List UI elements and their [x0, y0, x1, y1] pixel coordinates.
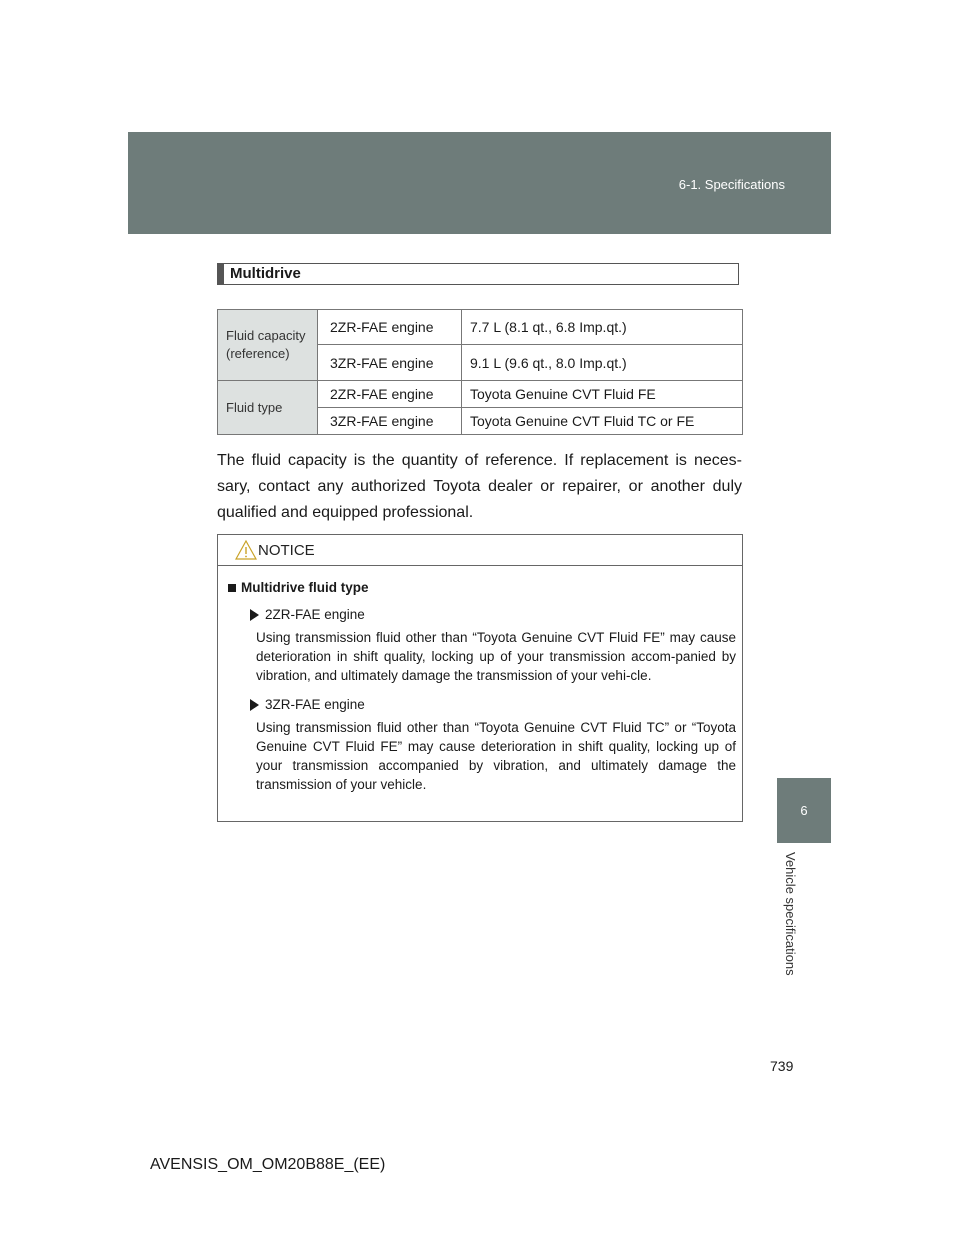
notice-header [218, 535, 742, 566]
item-label: 3ZR-FAE engine [265, 697, 365, 712]
header-section-title: 6-1. Specifications [678, 177, 785, 192]
spec-table [217, 309, 743, 435]
chapter-label [778, 852, 800, 992]
chapter-tab [777, 778, 831, 843]
notice-subhead [228, 578, 736, 597]
fluid-type-label: Fluid type [218, 381, 318, 435]
notice-subhead-text: Multidrive fluid type [241, 580, 369, 595]
engine-cell: 3ZR-FAE engine [318, 408, 462, 435]
engine-cell: 2ZR-FAE engine [318, 381, 462, 408]
item-label: 2ZR-FAE engine [265, 607, 365, 622]
list-item [228, 605, 736, 624]
value-cell: Toyota Genuine CVT Fluid FE [462, 381, 743, 408]
triangle-bullet-icon [250, 699, 259, 711]
notice-box [217, 534, 743, 822]
engine-cell: 2ZR-FAE engine [318, 310, 462, 345]
square-bullet-icon [228, 584, 236, 592]
engine-cell: 3ZR-FAE engine [318, 345, 462, 381]
chapter-number: 6 [800, 803, 808, 818]
item-text: Using transmission fluid other than “Toyota Genuine CVT Fluid FE” may cause deterioration in shift quality, locking up of your transmission accom-panied by vibration, and ultimately damage the transmission of your vehi-cle. [256, 630, 736, 683]
body-paragraph: The fluid capacity is the quantity of reference. If replacement is neces-sary, contact any authorized Toyota dealer or repairer, or another duly qualified and equipped professional. [217, 452, 742, 521]
document-code: AVENSIS_OM_OM20B88E_(EE) [150, 1156, 386, 1173]
triangle-bullet-icon [250, 609, 259, 621]
value-cell: 9.1 L (9.6 qt., 8.0 Imp.qt.) [462, 345, 743, 381]
chapter-label-text: Vehicle specifications [783, 852, 798, 976]
page-number: 739 [770, 1058, 794, 1074]
section-title: Multidrive [217, 263, 739, 285]
header-band [128, 132, 831, 234]
table-row [218, 310, 743, 345]
item-text: Using transmission fluid other than “Toyota Genuine CVT Fluid TC” or “Toyota Genuine CVT Fluid FE” may cause deterioration in shift quality, locking up of your transmission accompanied by vibration, and ultimately damage the transmission of your vehicle. [256, 720, 736, 792]
value-cell: Toyota Genuine CVT Fluid TC or FE [462, 408, 743, 435]
notice-title: NOTICE [258, 542, 315, 559]
list-item [228, 695, 736, 714]
table-row [218, 381, 743, 408]
notice-body [218, 566, 742, 794]
warning-triangle-icon [235, 539, 257, 561]
value-cell: 7.7 L (8.1 qt., 6.8 Imp.qt.) [462, 310, 743, 345]
fluid-capacity-label: Fluid capacity (reference) [218, 310, 318, 381]
